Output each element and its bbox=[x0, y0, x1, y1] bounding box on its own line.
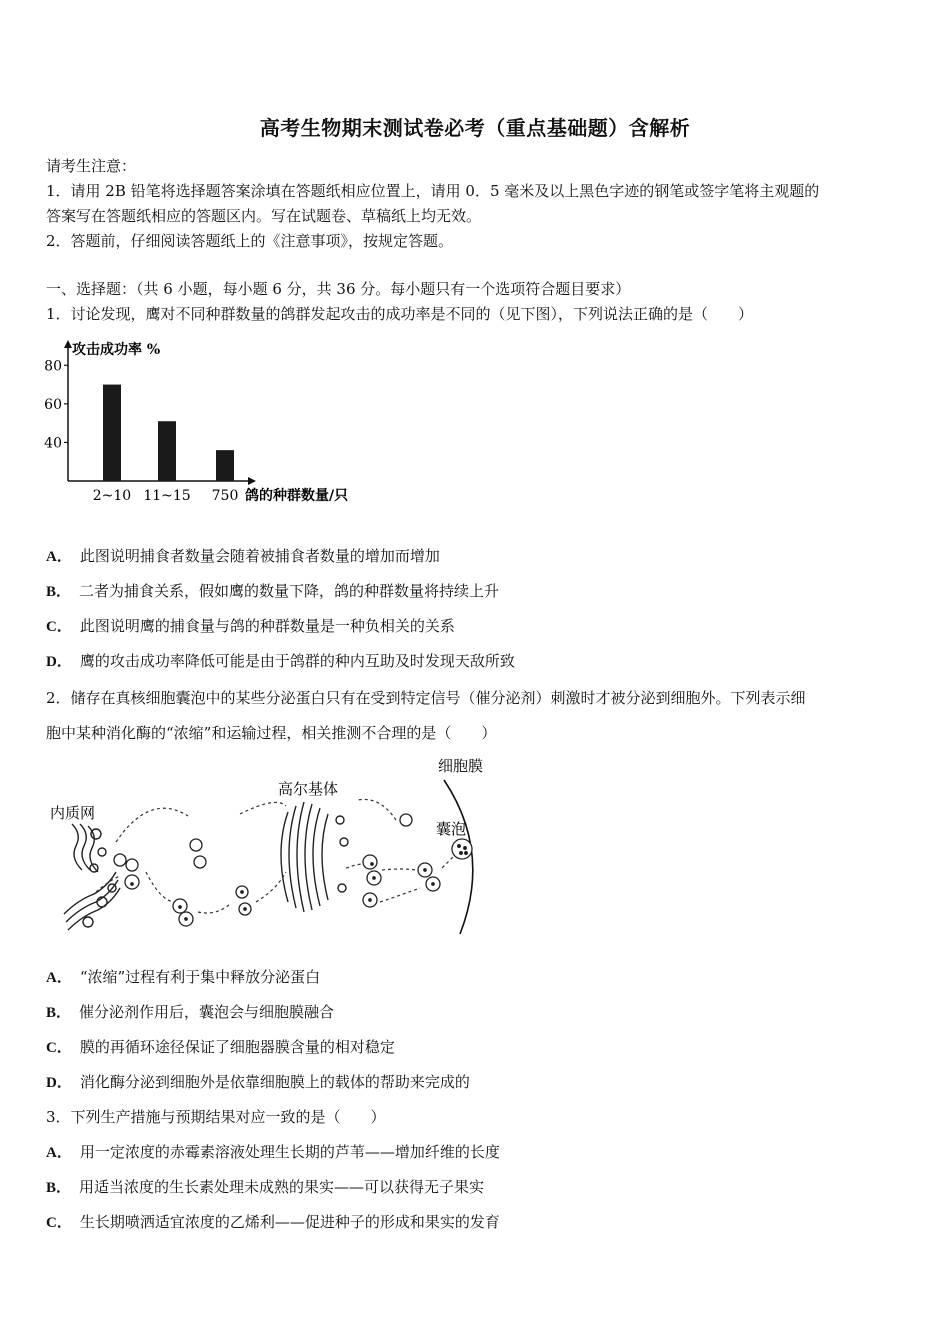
q1-bar-chart bbox=[40, 336, 380, 506]
question-1-stem: 1．讨论发现，鹰对不同种群数量的鸽群发起攻击的成功率是不同的（见下图），下列说法正确的是（ ） bbox=[46, 305, 754, 323]
q2-option-c[interactable]: C． 膜的再循环途径保证了细胞器膜含量的相对稳定 bbox=[46, 1038, 395, 1056]
transport-arrows bbox=[96, 799, 454, 913]
secretion-diagram bbox=[40, 752, 500, 942]
x-axis-arrow bbox=[248, 477, 256, 485]
golgi-apparatus bbox=[281, 802, 348, 912]
bar-0 bbox=[103, 385, 121, 481]
bar-1 bbox=[158, 421, 176, 481]
vesicle-label: 囊泡 bbox=[436, 820, 467, 838]
page-title: 高考生物期末测试卷必考（重点基础题）含解析 bbox=[259, 116, 691, 140]
y-axis-arrow bbox=[64, 340, 72, 348]
section-heading: 一、选择题：（共 6 小题，每小题 6 分，共 36 分。每小题只有一个选项符合题目要求） bbox=[46, 280, 631, 298]
notice-item-1-line-1: 1．请用 2B 铅笔将选择题答案涂填在答题纸相应位置上，请用 0．5 毫米及以上黑色字迹的钢笔或签字笔将主观题的 bbox=[46, 182, 820, 200]
er-label: 内质网 bbox=[50, 804, 96, 822]
q2-option-a[interactable]: A． “浓缩”过程有利于集中释放分泌蛋白 bbox=[46, 968, 321, 986]
q1-option-b[interactable]: B． 二者为捕食关系，假如鹰的数量下降，鸽的种群数量将持续上升 bbox=[46, 582, 500, 600]
notice-heading: 请考生注意： bbox=[46, 157, 137, 175]
q3-option-b[interactable]: B． 用适当浓度的生长素处理未成熟的果实——可以获得无子果实 bbox=[46, 1178, 485, 1196]
vesicles bbox=[114, 814, 472, 926]
membrane-label: 细胞膜 bbox=[438, 757, 484, 775]
y-tick-label-2: 80 bbox=[44, 358, 62, 375]
y-axis-label: 攻击成功率 % bbox=[72, 342, 161, 358]
x-tick-label-0: 2~10 bbox=[92, 488, 132, 504]
question-2-stem-line-1: 2．储存在真核细胞囊泡中的某些分泌蛋白只有在受到特定信号（催分泌剂）刺激时才被分泌到细胞外。下列表示细 bbox=[46, 689, 806, 707]
question-2-stem-line-2: 胞中某种消化酶的“浓缩”和运输过程，相关推测不合理的是（ ） bbox=[46, 724, 497, 742]
notice-item-2: 2．答题前，仔细阅读答题纸上的《注意事项》，按规定答题。 bbox=[46, 232, 454, 250]
q1-option-a[interactable]: A． 此图说明捕食者数量会随着被捕食者数量的增加而增加 bbox=[46, 547, 440, 565]
q3-option-c[interactable]: C． 生长期喷洒适宜浓度的乙烯利——促进种子的形成和果实的发育 bbox=[46, 1213, 500, 1231]
endoplasmic-reticulum bbox=[64, 824, 120, 930]
golgi-label: 高尔基体 bbox=[278, 780, 339, 798]
y-tick-label-1: 60 bbox=[44, 396, 62, 413]
q1-option-c[interactable]: C． 此图说明鹰的捕食量与鸽的种群数量是一种负相关的关系 bbox=[46, 617, 455, 635]
q2-option-d[interactable]: D． 消化酶分泌到细胞外是依靠细胞膜上的载体的帮助来完成的 bbox=[46, 1073, 470, 1091]
q2-option-b[interactable]: B． 催分泌剂作用后，囊泡会与细胞膜融合 bbox=[46, 1003, 335, 1021]
x-tick-label-2: 750 bbox=[211, 488, 239, 504]
x-axis-label: 鸽的种群数量/只 bbox=[245, 488, 349, 504]
x-tick-label-1: 11~15 bbox=[143, 488, 191, 504]
q1-option-d[interactable]: D． 鹰的攻击成功率降低可能是由于鸽群的种内互助及时发现天敌所致 bbox=[46, 652, 515, 670]
q3-option-a[interactable]: A． 用一定浓度的赤霉素溶液处理生长期的芦苇——增加纤维的长度 bbox=[46, 1143, 500, 1161]
y-tick-label-0: 40 bbox=[44, 435, 62, 452]
bar-2 bbox=[216, 450, 234, 481]
notice-item-1-line-2: 答案写在答题纸相应的答题区内。写在试题卷、草稿纸上均无效。 bbox=[46, 207, 482, 225]
question-3-stem: 3．下列生产措施与预期结果对应一致的是（ ） bbox=[46, 1108, 386, 1126]
